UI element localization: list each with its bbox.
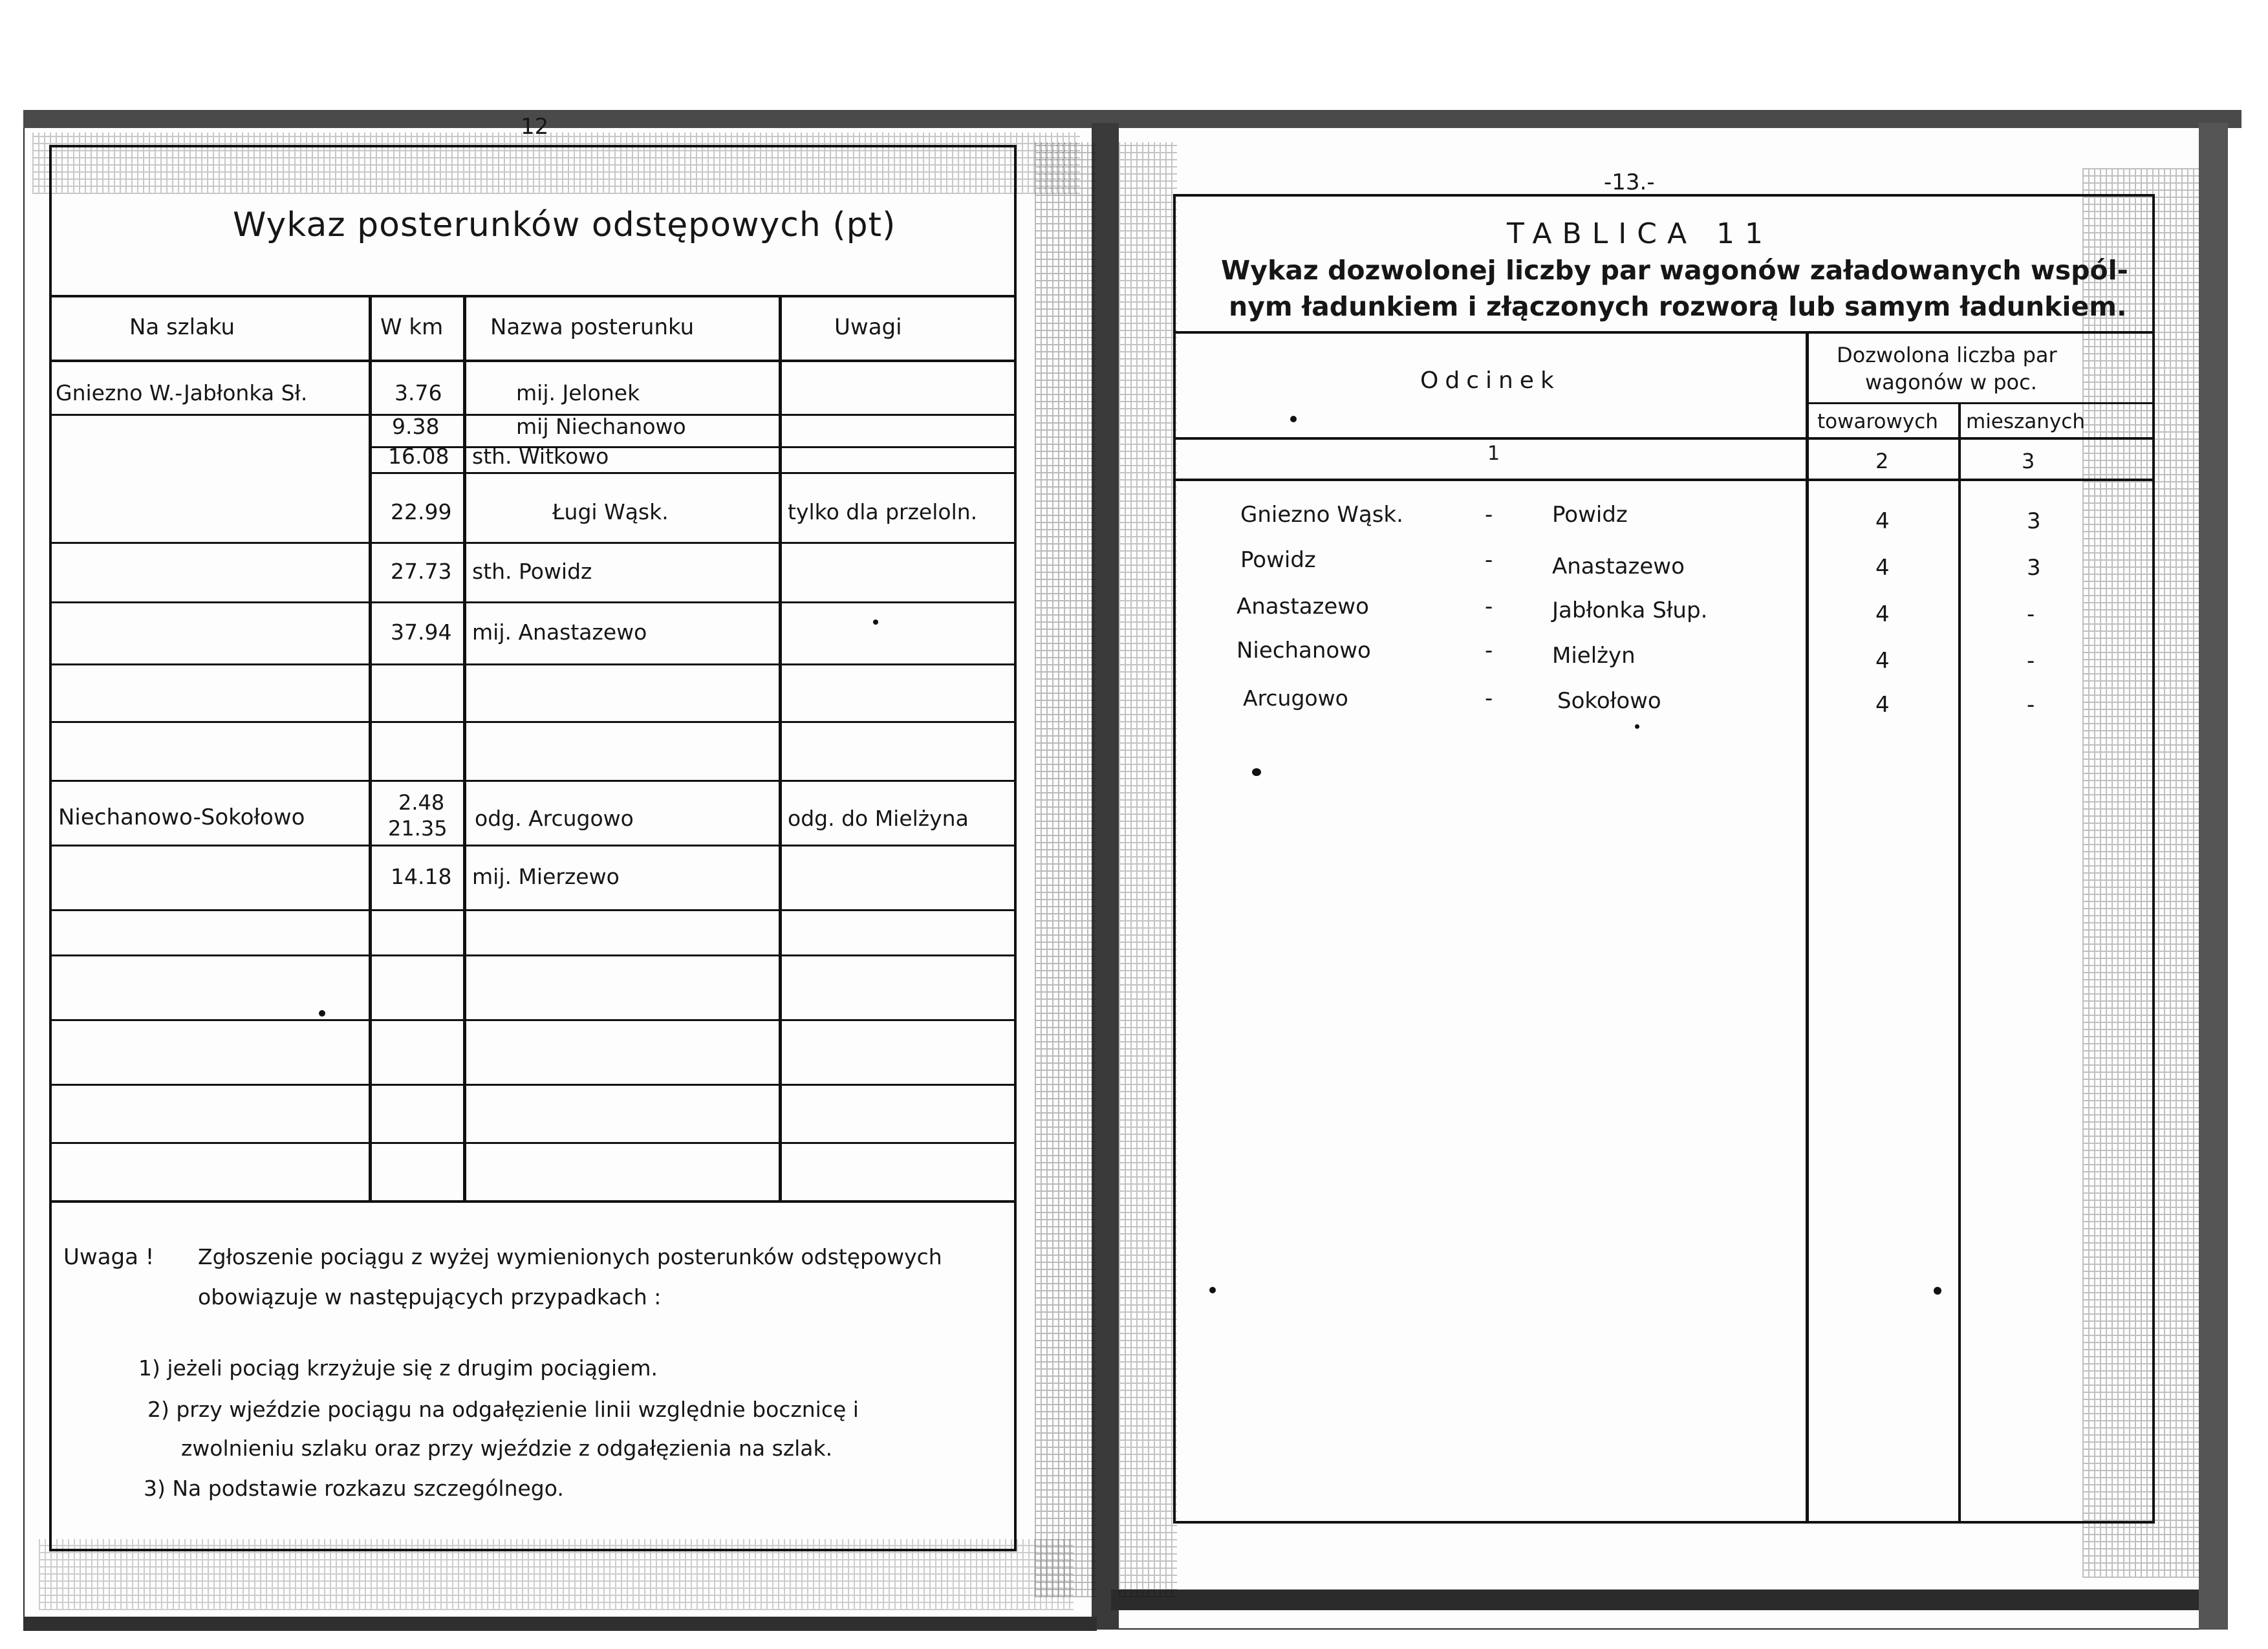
ink-speck — [1290, 416, 1297, 422]
left-note-item-4: 3) Na podstawie rozkazu szczególnego. — [144, 1476, 564, 1501]
left-header-bottom — [52, 360, 1015, 362]
right-row-1-from: Gniezno Wąsk. — [1240, 502, 1403, 528]
left-row-6-nazwa: mij. Anastazewo — [472, 620, 647, 645]
left-note-label: Uwaga ! — [63, 1244, 155, 1270]
right-header-allowed-1: Dozwolona liczba par — [1837, 343, 2057, 367]
ink-speck — [1635, 724, 1639, 729]
right-header-mid — [1808, 402, 2152, 404]
left-row-2-nazwa: mij Niechanowo — [516, 414, 686, 439]
right-row-3-from: Anastazewo — [1237, 594, 1369, 620]
right-table-top — [1176, 331, 2152, 334]
ink-speck — [1934, 1287, 1941, 1295]
left-note-line2: obowiązuje w następujących przypadkach : — [198, 1284, 662, 1310]
right-col-number-1: 1 — [1487, 442, 1500, 465]
left-row-line — [369, 446, 1015, 448]
right-row-5-dash: - — [1485, 685, 1493, 711]
right-row-2-freight: 4 — [1875, 555, 1890, 581]
left-header-szlak: Na szlaku — [129, 314, 235, 340]
right-row-4-freight: 4 — [1875, 648, 1890, 674]
right-header-section: Odcinek — [1420, 367, 1561, 394]
left-row-3-km: 16.08 — [388, 444, 449, 469]
left-note-line1: Zgłoszenie pociągu z wyżej wymienionych posterunków odstępowych — [198, 1244, 942, 1269]
bottom-edge-left — [23, 1617, 1097, 1631]
right-row-2-from: Powidz — [1240, 547, 1316, 573]
left-page-frame — [49, 145, 1017, 1551]
ink-speck — [873, 620, 878, 625]
right-subtitle-line1: Wykaz dozwolonej liczby par wagonów załadowanych wspól- — [1221, 255, 2128, 286]
left-row-line — [52, 542, 1015, 544]
left-note-item-1: 1) jeżeli pociąg krzyżuje się z drugim pociągiem. — [138, 1355, 658, 1381]
right-row-3-freight: 4 — [1875, 601, 1890, 627]
top-shadow — [23, 110, 2241, 128]
left-row-line — [52, 909, 1015, 911]
left-col-sep-1 — [369, 295, 372, 1200]
left-note-item-3: zwolnieniu szlaku oraz przy wjeździe z odgałęzienia na szlak. — [181, 1436, 833, 1461]
right-header-mixed: mieszanych — [1966, 410, 2085, 433]
right-row-4-mixed: - — [2027, 648, 2035, 674]
left-table-bottom — [52, 1200, 1015, 1203]
right-row-4-from: Niechanowo — [1237, 638, 1371, 663]
right-table-title: TABLICA 11 — [1507, 217, 1774, 250]
left-table-top — [52, 295, 1015, 297]
right-header-freight: towarowych — [1817, 410, 1938, 433]
left-row-7-nazwa: odg. Arcugowo — [475, 806, 634, 831]
left-row-line — [52, 721, 1015, 723]
right-page-number: -13.- — [1604, 169, 1655, 195]
left-col-sep-2 — [463, 295, 466, 1200]
right-row-5-mixed: - — [2027, 692, 2035, 718]
right-row-3-mixed: - — [2027, 601, 2035, 627]
left-row-4-km: 22.99 — [391, 499, 452, 524]
left-row-5-km: 27.73 — [391, 559, 452, 584]
left-row-line — [369, 472, 1015, 474]
left-row-4-nazwa: Ługi Wąsk. — [552, 499, 669, 524]
noise-spine-right — [1119, 142, 1177, 1597]
right-row-5-to: Sokołowo — [1557, 688, 1661, 714]
left-row-line — [52, 1142, 1015, 1144]
right-row-2-mixed: 3 — [2027, 555, 2041, 581]
left-row-1-nazwa: mij. Jelonek — [516, 380, 640, 405]
left-row-2-km: 9.38 — [392, 414, 440, 439]
right-col-sep-2 — [1958, 402, 1961, 1524]
right-row-1-dash: - — [1485, 502, 1493, 528]
right-page-edge — [2199, 123, 2228, 1630]
left-row-line — [52, 1019, 1015, 1021]
left-row-line — [52, 845, 1015, 846]
right-col-number-2: 2 — [1875, 449, 1889, 473]
left-col-sep-3 — [779, 295, 782, 1200]
left-header-uwagi: Uwagi — [834, 314, 902, 340]
left-title: Wykaz posterunków odstępowych (pt) — [233, 206, 896, 244]
right-row-5-from: Arcugowo — [1243, 685, 1348, 711]
right-header-allowed-2: wagonów w poc. — [1865, 370, 2037, 394]
ink-speck — [1209, 1287, 1216, 1293]
left-row-5-nazwa: sth. Powidz — [472, 559, 592, 584]
left-row-7-km2: 21.35 — [388, 816, 448, 841]
right-header-bottom — [1176, 437, 2152, 440]
right-col-sep-1 — [1806, 331, 1809, 1524]
left-note-item-2: 2) przy wjeździe pociągu na odgałęzienie linii względnie bocznicę i — [147, 1397, 859, 1422]
right-row-1-freight: 4 — [1875, 508, 1890, 534]
right-row-4-to: Mielżyn — [1552, 643, 1636, 669]
left-header-km: W km — [380, 314, 444, 340]
right-col-number-3: 3 — [2022, 449, 2035, 473]
right-row-3-to: Jabłonka Słup. — [1552, 598, 1708, 623]
right-row-1-to: Powidz — [1552, 502, 1628, 528]
left-header-nazwa: Nazwa posterunku — [490, 314, 695, 340]
right-row-2-to: Anastazewo — [1552, 554, 1685, 579]
left-row-line — [52, 601, 1015, 603]
left-page-number: 12 — [521, 114, 549, 140]
right-row-5-freight: 4 — [1875, 692, 1890, 718]
left-row-3-nazwa: sth. Witkowo — [472, 444, 609, 469]
right-row-1-mixed: 3 — [2027, 508, 2041, 534]
bottom-edge-right — [1111, 1590, 2210, 1610]
ink-speck — [319, 1010, 325, 1017]
right-subtitle-line2: nym ładunkiem i złączonych rozworą lub samym ładunkiem. — [1229, 291, 2127, 322]
left-row-line — [52, 1084, 1015, 1086]
ink-speck — [1252, 768, 1261, 776]
left-row-6-km: 37.94 — [391, 620, 452, 645]
left-row-8-km: 14.18 — [391, 864, 452, 889]
left-row-8-nazwa: mij. Mierzewo — [472, 864, 620, 889]
left-row-line — [52, 780, 1015, 782]
left-row-line — [52, 663, 1015, 665]
right-row-3-dash: - — [1485, 594, 1493, 620]
right-row-4-dash: - — [1485, 638, 1493, 663]
left-row-4-uwagi: tylko dla przeloln. — [788, 499, 978, 524]
left-row-7-szlak: Niechanowo-Sokołowo — [58, 804, 305, 830]
left-row-7-uwagi: odg. do Mielżyna — [788, 806, 969, 831]
left-row-7-km: 2.48 — [398, 790, 445, 815]
noise-spine-left — [1035, 142, 1096, 1597]
left-row-line — [52, 954, 1015, 956]
right-number-row-bottom — [1176, 479, 2152, 481]
left-row-1-szlak: Gniezno W.-Jabłonka Sł. — [56, 380, 308, 405]
right-row-2-dash: - — [1485, 547, 1493, 573]
left-row-1-km: 3.76 — [394, 380, 442, 405]
